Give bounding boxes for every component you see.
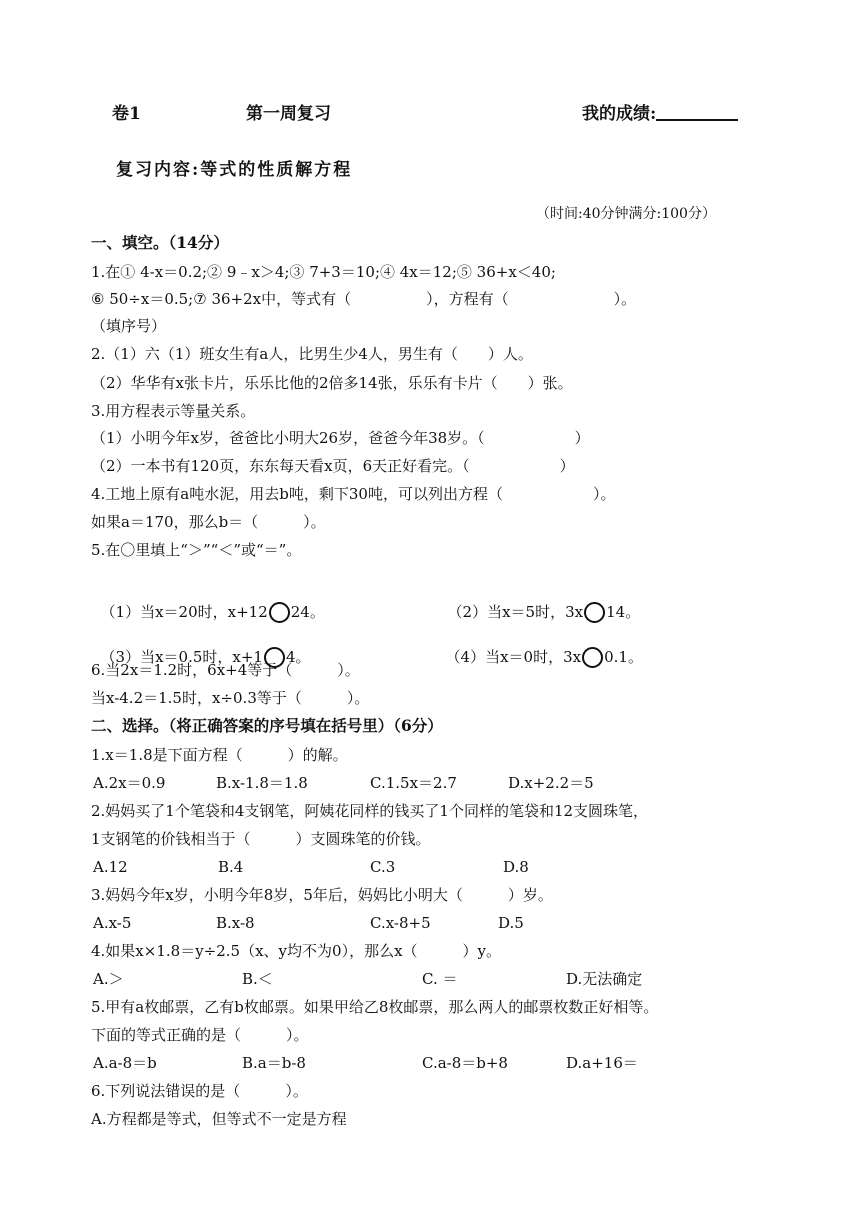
q5-item-1: （1）当x＝20时，x+12 24。 xyxy=(100,603,325,621)
s2-q2-option-d: D.8 xyxy=(503,858,529,876)
q6-line-1: 6.当2x＝1.2时，6x+4等于（ ）。 xyxy=(91,661,360,679)
s2-q3-option-b: B.x-8 xyxy=(216,914,255,932)
time-note: （时间:40分钟满分:100分） xyxy=(536,206,716,222)
s2-q5-line-2: 下面的等式正确的是（ ）。 xyxy=(91,1026,309,1044)
s2-q6: 6.下列说法错误的是（ ）。 xyxy=(91,1082,308,1100)
score-label: 我的成绩: xyxy=(582,104,657,124)
section-1-heading: 一、填空。（14分） xyxy=(91,233,229,252)
score-field xyxy=(582,99,738,124)
paper-title: 第一周复习 xyxy=(246,104,331,124)
s2-q2-option-a: A.12 xyxy=(93,858,128,876)
s2-q4-option-d: D.无法确定 xyxy=(566,970,643,988)
s2-q2-option-c: C.3 xyxy=(370,858,396,876)
q3-line-2: （1）小明今年x岁，爸爸比小明大26岁，爸爸今年38岁。（ ） xyxy=(91,429,590,447)
s2-q6-option-a: A.方程都是等式，但等式不一定是方程 xyxy=(91,1110,347,1128)
s2-q5-option-a: A.a-8＝b xyxy=(93,1054,157,1072)
section-2-heading: 二、选择。（将正确答案的序号填在括号里）（6分） xyxy=(91,716,443,735)
q5-item-3: （3）当x＝0.5时，x+1 4。 xyxy=(100,648,311,666)
s2-q1-option-d: D.x+2.2＝5 xyxy=(508,774,594,792)
s2-q1-option-c: C.1.5x＝2.7 xyxy=(370,774,457,792)
score-blank xyxy=(656,103,738,121)
s2-q4-option-a: A.＞ xyxy=(93,970,124,988)
s2-q1: 1.x＝1.8是下面方程（ ）的解。 xyxy=(91,746,348,764)
s2-q2-option-b: B.4 xyxy=(218,858,244,876)
s2-q4: 4.如果x×1.8＝y÷2.5（x、y均不为0），那么x（ ）y。 xyxy=(91,942,502,960)
q6-line-2: 当x-4.2＝1.5时，x÷0.3等于（ ）。 xyxy=(91,689,370,707)
compare-circle xyxy=(584,602,605,623)
s2-q5-option-c: C.a-8＝b+8 xyxy=(422,1054,508,1072)
s2-q3-option-c: C.x-8+5 xyxy=(370,914,431,932)
q2-line-1: 2.（1）六（1）班女生有a人，比男生少4人，男生有（ ）人。 xyxy=(91,345,533,363)
q4-line-2: 如果a＝170，那么b＝（ ）。 xyxy=(91,513,326,531)
q5-item-2: （2）当x＝5时，3x 14。 xyxy=(447,603,641,621)
q1-line-1: 1.在① 4-x＝0.2;② 9﹣x＞4;③ 7+3＝10;④ 4x＝12;⑤ 36+x＜40; xyxy=(91,263,556,281)
s2-q5-line-1: 5.甲有a枚邮票，乙有b枚邮票。如果甲给乙8枚邮票，那么两人的邮票枚数正好相等。 xyxy=(91,998,659,1016)
q5-item-4: （4）当x＝0时，3x 0.1。 xyxy=(445,648,643,666)
compare-circle xyxy=(269,602,290,623)
q1-line-3: （填序号） xyxy=(91,317,167,335)
s2-q3: 3.妈妈今年x岁，小明今年8岁，5年后，妈妈比小明大（ ）岁。 xyxy=(91,886,553,904)
s2-q4-option-b: B.＜ xyxy=(242,970,273,988)
q1-line-2: ⑥ 50÷x＝0.5;⑦ 36+2x中，等式有（ ），方程有（ ）。 xyxy=(91,290,637,308)
s2-q3-option-a: A.x-5 xyxy=(93,914,132,932)
s2-q4-option-c: C. ＝ xyxy=(422,970,458,988)
s2-q5-option-b: B.a＝b-8 xyxy=(242,1054,306,1072)
q2-line-2: （2）华华有x张卡片，乐乐比他的2倍多14张，乐乐有卡片（ ）张。 xyxy=(91,374,573,392)
s2-q2-line-2: 1支钢笔的价钱相当于（ ）支圆珠笔的价钱。 xyxy=(91,830,431,848)
review-subtitle: 复习内容:等式的性质解方程 xyxy=(116,160,353,180)
s2-q2-line-1: 2.妈妈买了1个笔袋和4支钢笔，阿姨花同样的钱买了1个同样的笔袋和12支圆珠笔， xyxy=(91,802,649,820)
q3-line-3: （2）一本书有120页，东东每天看x页，6天正好看完。（ ） xyxy=(91,457,575,475)
s2-q1-option-b: B.x-1.8＝1.8 xyxy=(216,774,308,792)
s2-q5-option-d: D.a+16＝ xyxy=(566,1054,638,1072)
compare-circle xyxy=(582,647,603,668)
q5-line-1: 5.在〇里填上“＞”“＜”或“＝”。 xyxy=(91,541,302,559)
s2-q1-option-a: A.2x＝0.9 xyxy=(93,774,166,792)
s2-q3-option-d: D.5 xyxy=(498,914,524,932)
paper-number: 卷1 xyxy=(112,104,141,124)
q4-line-1: 4.工地上原有a吨水泥，用去b吨，剩下30吨，可以列出方程（ ）。 xyxy=(91,485,616,503)
q3-line-1: 3.用方程表示等量关系。 xyxy=(91,402,256,420)
